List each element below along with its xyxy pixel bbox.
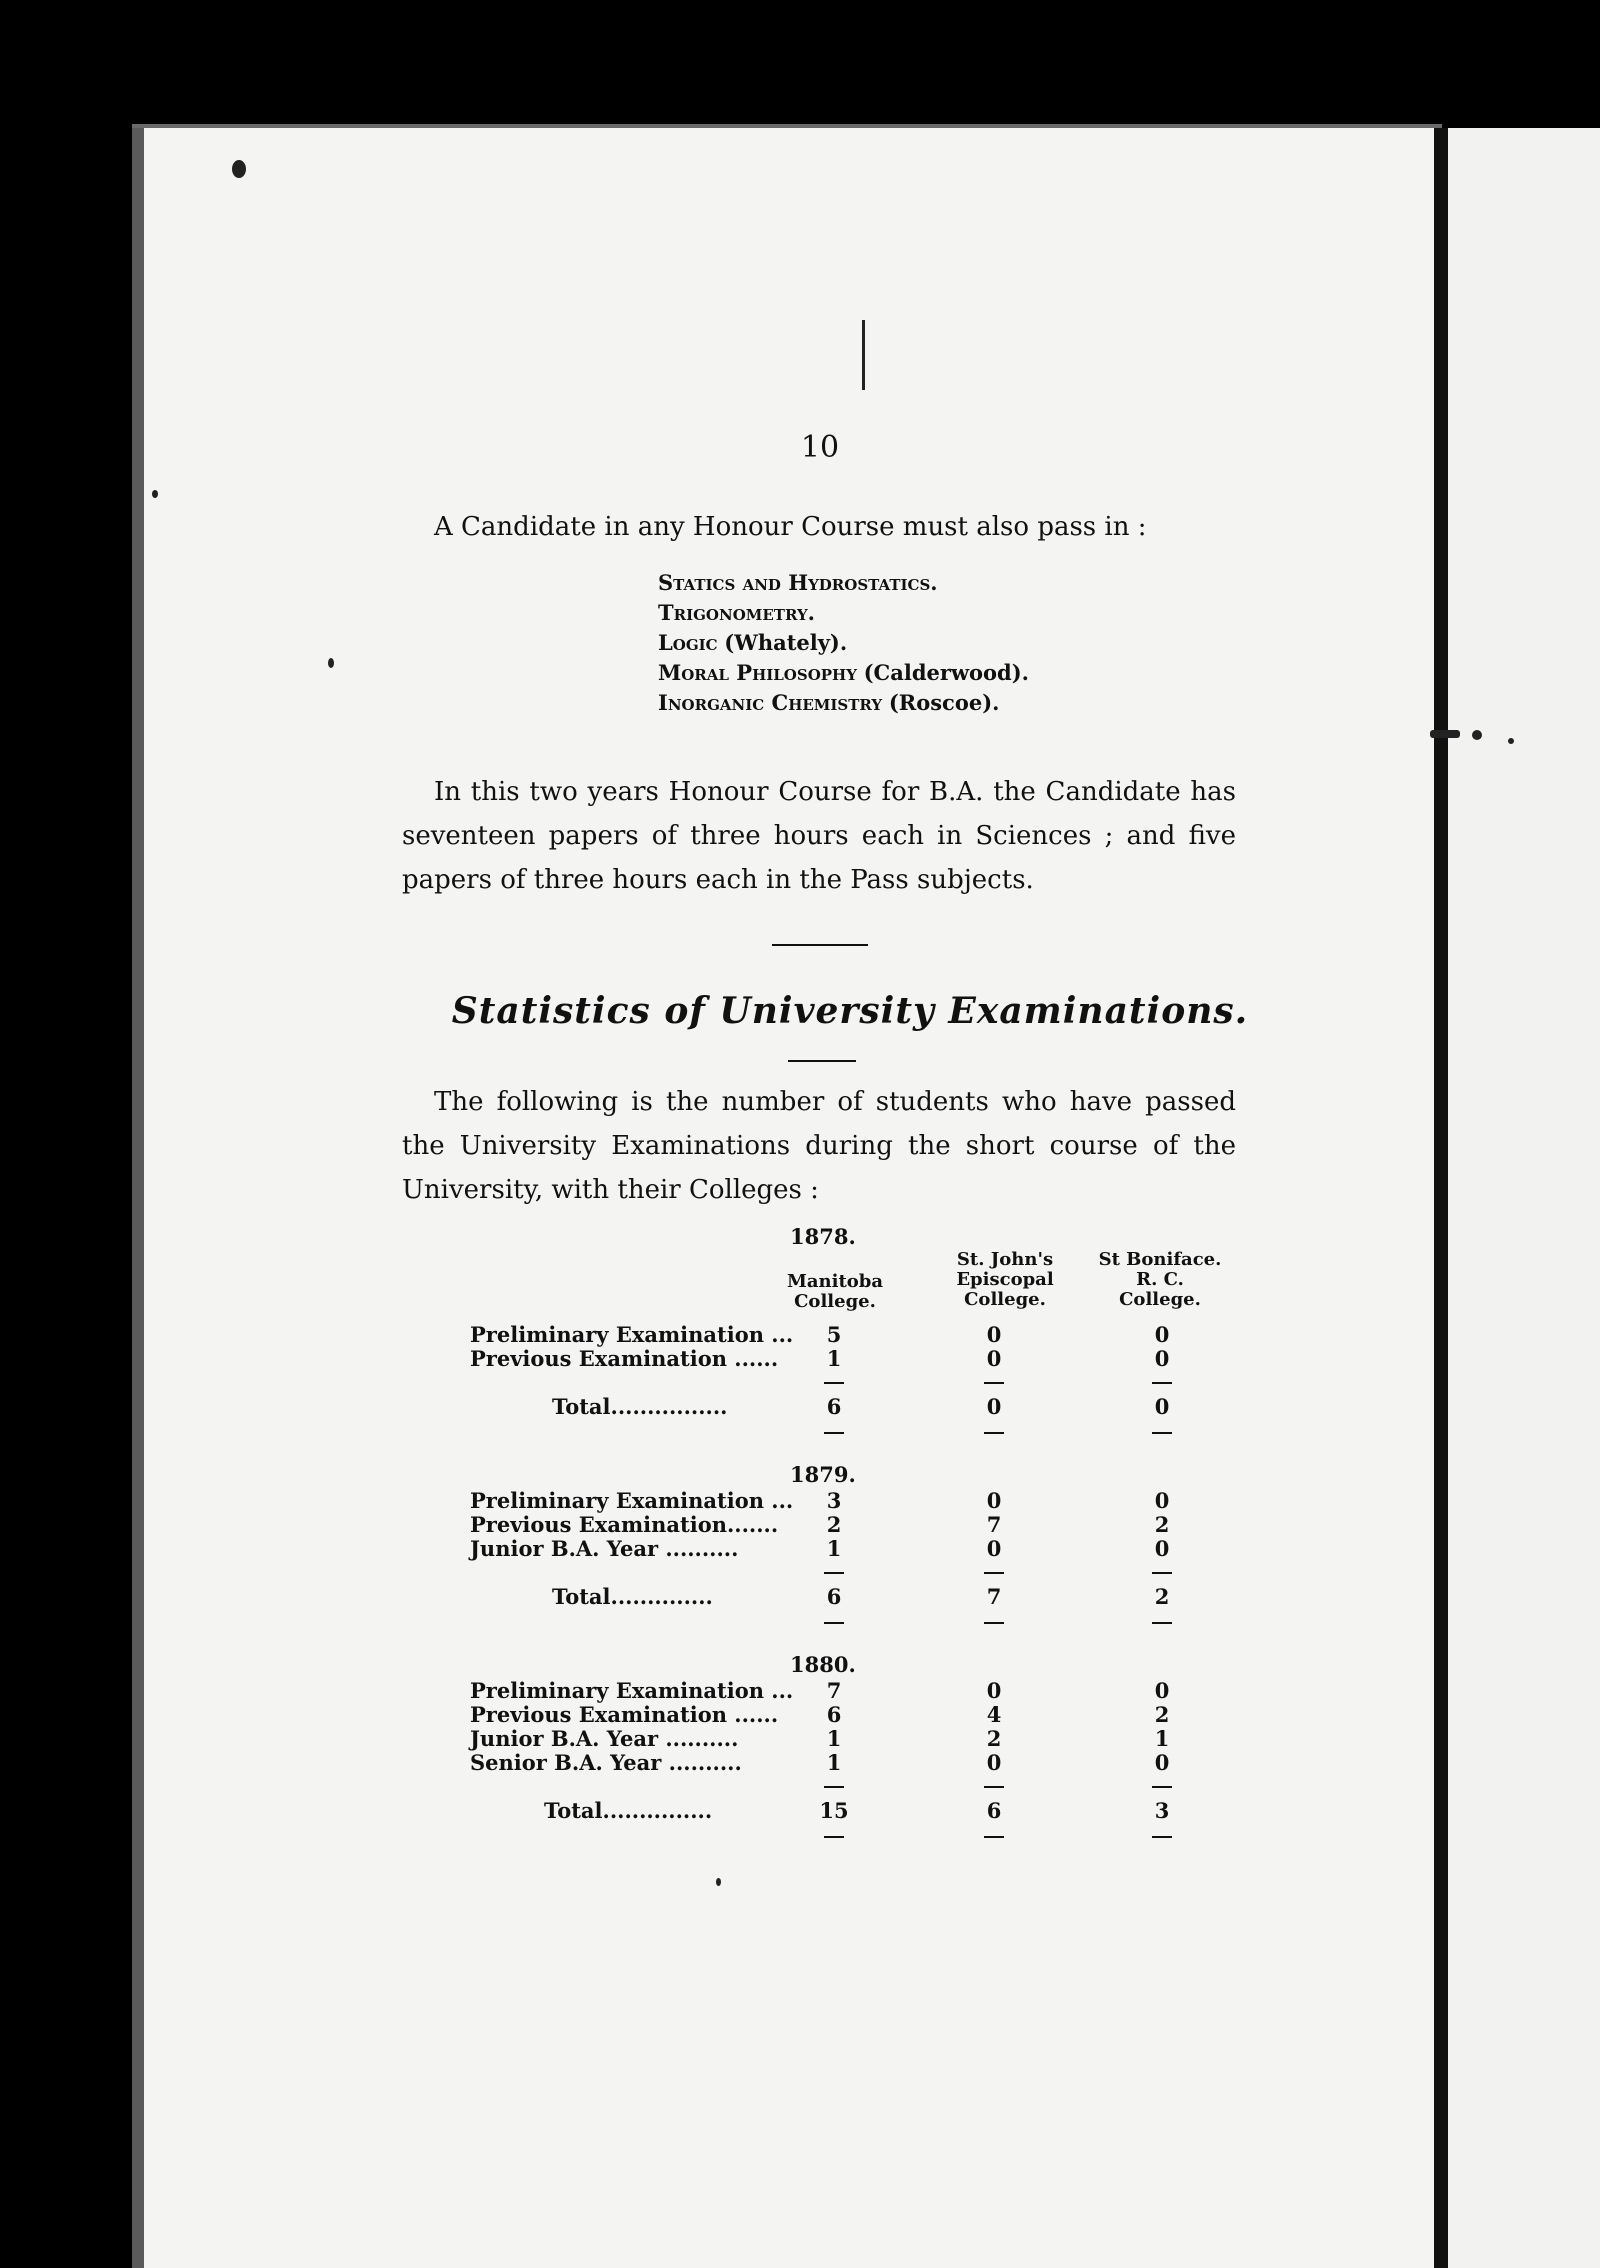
subject-name: Moral Philosophy: [658, 660, 857, 685]
cell-value: 1: [826, 1346, 842, 1371]
scan-speck: [1508, 738, 1514, 744]
column-header: [1090, 1250, 1230, 1310]
subject-item: [658, 628, 1138, 658]
total-value: 15: [819, 1798, 849, 1823]
scan-speck: [1430, 730, 1460, 738]
cell-value: 5: [826, 1322, 842, 1347]
cell-value: 1: [826, 1726, 842, 1751]
total-value: 3: [1154, 1798, 1170, 1823]
subject-name: Statics and Hydrostatics.: [658, 570, 938, 595]
sum-rule: [824, 1786, 844, 1788]
sum-rule: [984, 1786, 1004, 1788]
cell-value: 0: [1154, 1750, 1170, 1775]
total-value: 6: [826, 1394, 842, 1419]
total-value: 2: [1154, 1584, 1170, 1609]
row-label: Junior B.A. Year ..........: [470, 1726, 739, 1751]
cell-value: 0: [1154, 1346, 1170, 1371]
cell-value: 4: [986, 1702, 1002, 1727]
cell-value: 7: [986, 1512, 1002, 1537]
cell-value: 0: [986, 1536, 1002, 1561]
subject-author: (Calderwood).: [863, 660, 1029, 685]
cell-value: 2: [986, 1726, 1002, 1751]
subject-name: Inorganic Chemistry: [658, 690, 883, 715]
stats-paragraph: The following is the number of students who have passed the University Examinations during the short course of the University, with their Colleges :: [402, 1087, 1236, 1205]
honour-paragraph: In this two years Honour Course for B.A. the Candidate has seventeen papers of three hours each in Sciences ; and five papers of three hours each in the Pass subjects.: [402, 777, 1236, 895]
cell-value: 0: [986, 1322, 1002, 1347]
year-label: 1880.: [790, 1652, 856, 1677]
total-label: Total..............: [552, 1584, 713, 1609]
sum-rule: [984, 1622, 1004, 1624]
row-label: Previous Examination.......: [470, 1512, 779, 1537]
row-label: Senior B.A. Year ..........: [470, 1750, 742, 1775]
scan-speck: [232, 160, 246, 178]
sum-rule: [824, 1432, 844, 1434]
row-label: Previous Examination ......: [470, 1702, 779, 1727]
sum-rule: [984, 1836, 1004, 1838]
column-header: [940, 1250, 1070, 1310]
subject-name: Logic: [658, 630, 718, 655]
cell-value: 6: [826, 1702, 842, 1727]
cell-value: 7: [826, 1678, 842, 1703]
row-label: Junior B.A. Year ..........: [470, 1536, 739, 1561]
column-header-line: St Boniface.: [1098, 1249, 1222, 1270]
row-label: Preliminary Examination ...: [470, 1678, 794, 1703]
total-value: 0: [986, 1394, 1002, 1419]
sum-rule: [1152, 1382, 1172, 1384]
cell-value: 0: [1154, 1678, 1170, 1703]
row-label: Preliminary Examination ...: [470, 1488, 794, 1513]
scan-speck: [328, 658, 334, 668]
column-header-line: Episcopal: [956, 1269, 1054, 1290]
row-label: Previous Examination ......: [470, 1346, 779, 1371]
subject-name: Trigonometry.: [658, 600, 815, 625]
cell-value: 2: [826, 1512, 842, 1537]
sum-rule: [824, 1572, 844, 1574]
cell-value: 0: [986, 1346, 1002, 1371]
total-value: 0: [1154, 1394, 1170, 1419]
heading-rule: [788, 1060, 856, 1062]
cell-value: 0: [1154, 1536, 1170, 1561]
total-label: Total...............: [544, 1798, 713, 1823]
cell-value: 3: [826, 1488, 842, 1513]
sum-rule: [824, 1622, 844, 1624]
cell-value: 1: [826, 1750, 842, 1775]
column-header-line: College.: [1119, 1289, 1201, 1310]
total-value: 7: [986, 1584, 1002, 1609]
cell-value: 1: [826, 1536, 842, 1561]
page-number: 10: [800, 430, 840, 465]
cell-value: 2: [1154, 1702, 1170, 1727]
column-header-line: College.: [964, 1289, 1046, 1310]
subject-author: (Whately).: [724, 630, 848, 655]
scan-mark: [862, 320, 865, 390]
year-label: 1879.: [790, 1462, 856, 1487]
cell-value: 0: [986, 1488, 1002, 1513]
stats-heading: Statistics of University Examinations.: [451, 990, 1249, 1032]
sum-rule: [984, 1382, 1004, 1384]
section-divider: [772, 944, 868, 946]
scan-speck: [716, 1878, 721, 1886]
cell-value: 0: [1154, 1322, 1170, 1347]
total-value: 6: [826, 1584, 842, 1609]
sum-rule: [1152, 1622, 1172, 1624]
sum-rule: [984, 1432, 1004, 1434]
column-header-line: R. C.: [1136, 1269, 1184, 1290]
scan-speck: [1472, 730, 1482, 740]
subject-author: (Roscoe).: [888, 690, 1000, 715]
subject-list: [658, 568, 1138, 718]
cell-value: 2: [1154, 1512, 1170, 1537]
sum-rule: [824, 1836, 844, 1838]
column-header-line: Manitoba: [786, 1271, 884, 1292]
sum-rule: [984, 1572, 1004, 1574]
cell-value: 1: [1154, 1726, 1170, 1751]
subject-item: [658, 598, 1138, 628]
subject-item: [658, 658, 1138, 688]
column-header-line: St. John's: [956, 1249, 1054, 1270]
subject-item: [658, 568, 1138, 598]
cell-value: 0: [1154, 1488, 1170, 1513]
sum-rule: [824, 1382, 844, 1384]
year-label: 1878.: [790, 1224, 856, 1249]
scan-speck: [152, 490, 158, 498]
sum-rule: [1152, 1836, 1172, 1838]
cell-value: 0: [986, 1678, 1002, 1703]
row-label: Preliminary Examination ...: [470, 1322, 794, 1347]
cell-value: 0: [986, 1750, 1002, 1775]
column-header: [770, 1252, 900, 1312]
sum-rule: [1152, 1432, 1172, 1434]
subject-item: [658, 688, 1138, 718]
column-header-line: College.: [794, 1291, 876, 1312]
sum-rule: [1152, 1786, 1172, 1788]
total-value: 6: [986, 1798, 1002, 1823]
sum-rule: [1152, 1572, 1172, 1574]
total-label: Total................: [552, 1394, 728, 1419]
honour-intro: A Candidate in any Honour Course must also pass in :: [434, 512, 1147, 542]
